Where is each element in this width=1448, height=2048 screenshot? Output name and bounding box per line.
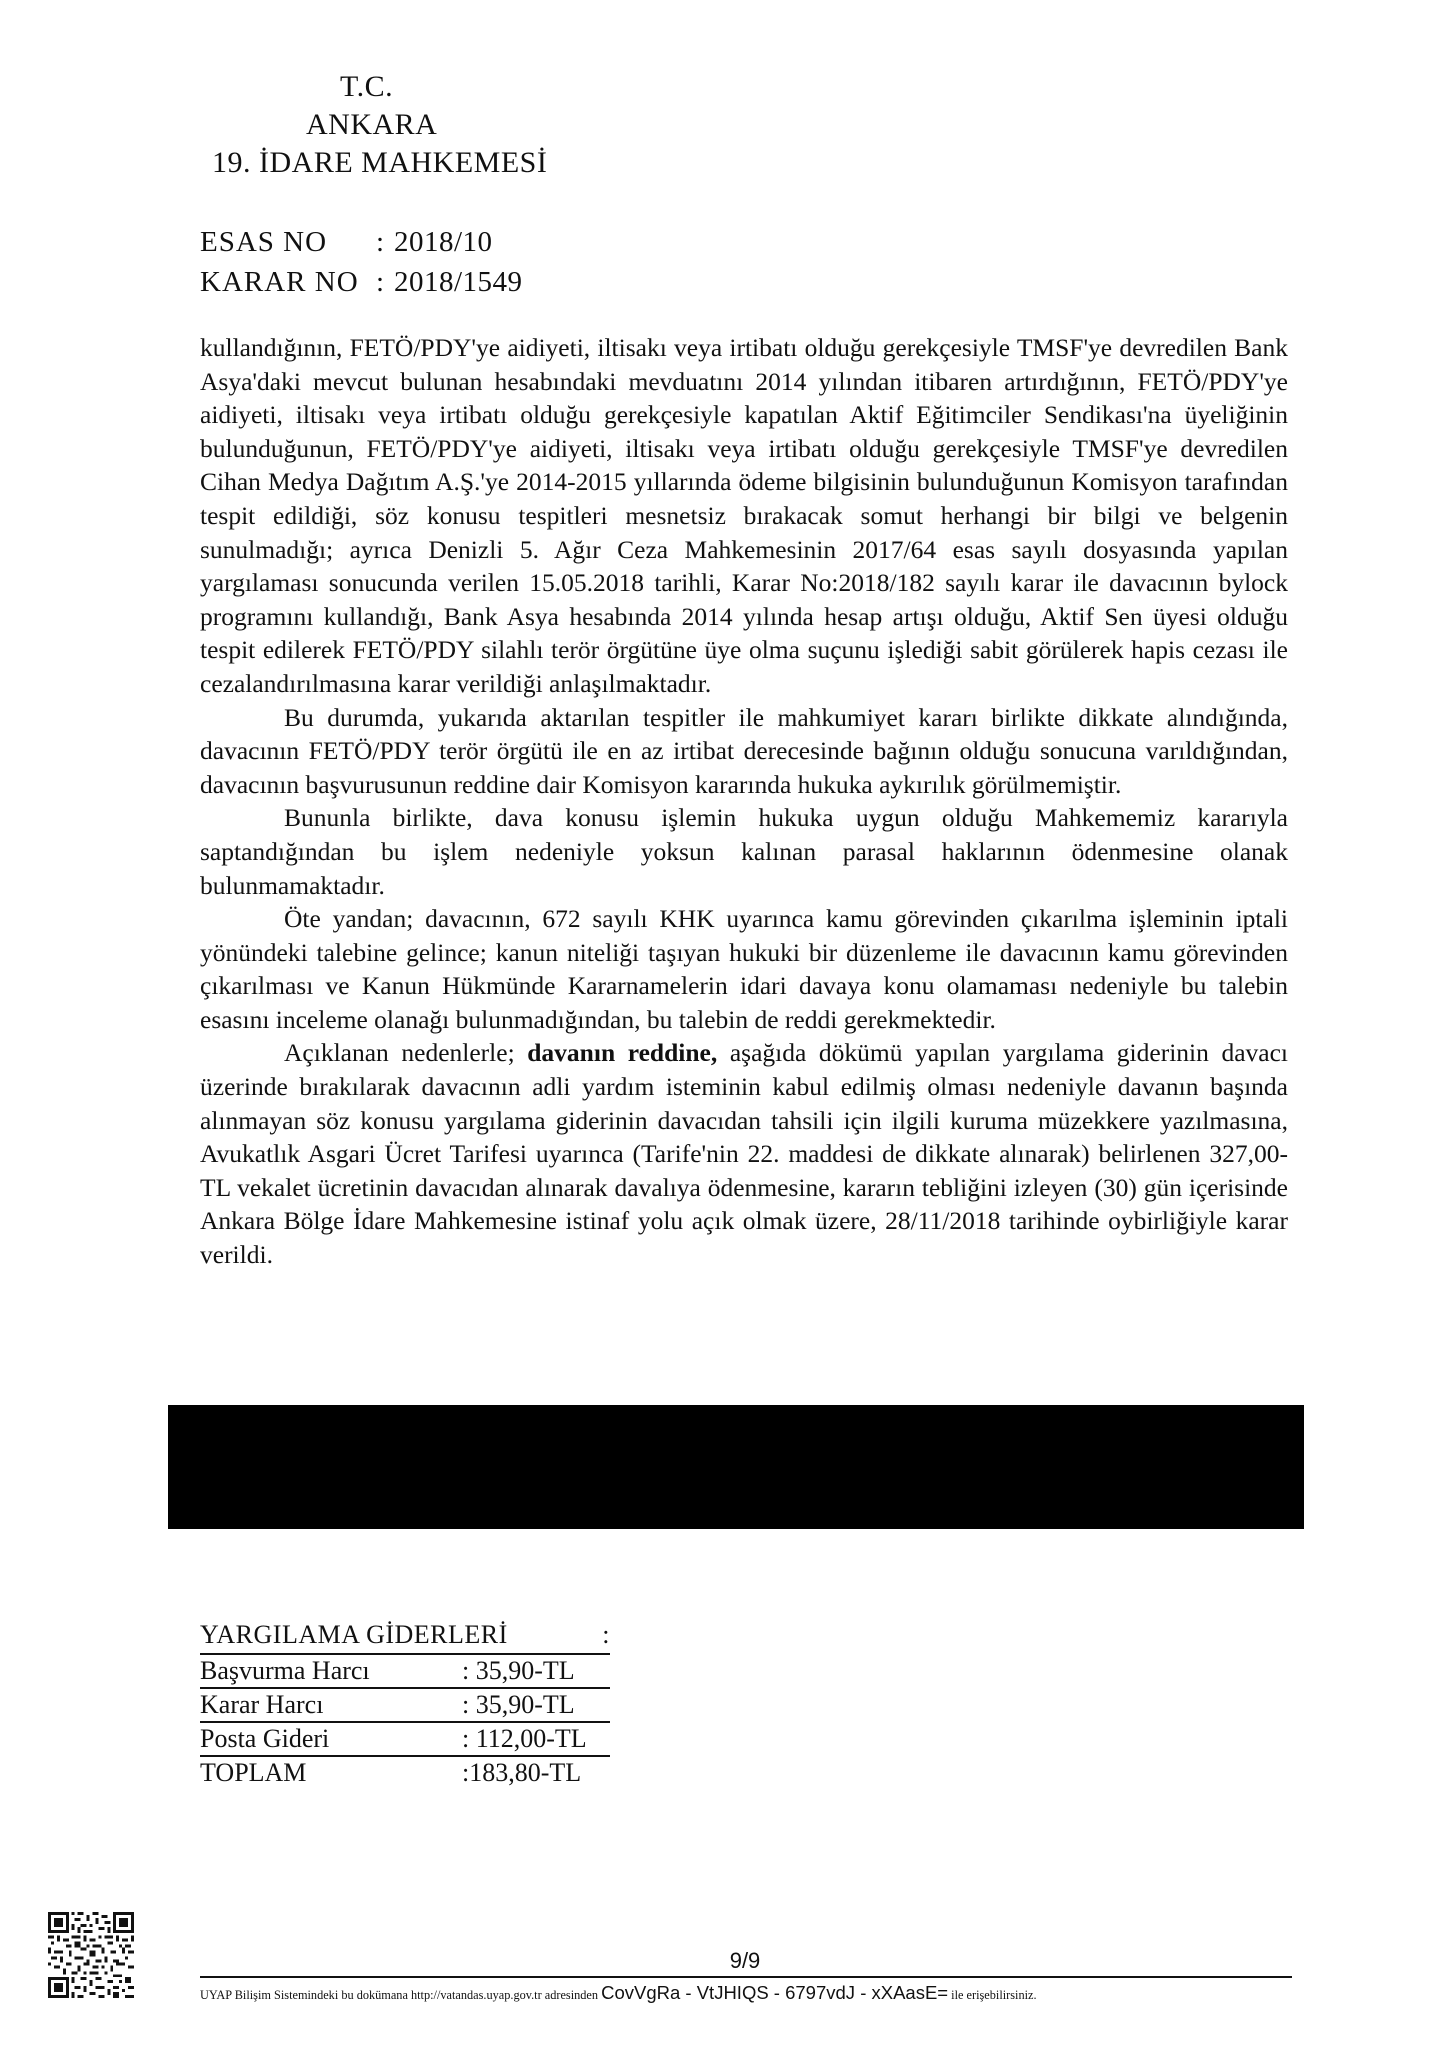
expense-label: Başvurma Harcı bbox=[200, 1656, 370, 1685]
expense-row bbox=[200, 1655, 610, 1689]
expense-total-value: :183,80-TL bbox=[462, 1758, 582, 1787]
footer-divider bbox=[200, 1976, 1292, 1978]
paragraph-2: Bu durumda, yukarıda aktarılan tespitler ile mahkumiyet kararı birlikte dikkate alındığında, davacının FETÖ/PDY terör örgütü ile en az irtibat derecesinde bağının olduğu sonucuna varıldığından, davacının başvurusunun reddine dair Komisyon kararında hukuka aykırılık görülmemiştir. bbox=[200, 702, 1288, 799]
esas-label: ESAS NO bbox=[200, 226, 328, 258]
expense-row bbox=[200, 1723, 610, 1757]
karar-separator: : bbox=[376, 266, 385, 298]
esas-separator: : bbox=[376, 226, 385, 258]
country-label: T.C. bbox=[340, 70, 394, 103]
expense-value: : 35,90-TL bbox=[462, 1690, 575, 1719]
expenses-table bbox=[200, 1617, 610, 1789]
city-label: ANKARA bbox=[306, 108, 438, 141]
paragraph-4: Öte yandan; davacının, 672 sayılı KHK uyarınca kamu görevinden çıkarılma işleminin iptali yönündeki talebine gelince; kanun niteliği taşıyan hukuki bir düzenleme ile davacının kamu görevinden çıkarılması ve Kanun Hükmünde Kararnamelerin idari davaya konu olamaması nedeniyle bu talebin esasını inceleme olanağı bulunmadığından, bu talebin de reddi gerekmektedir. bbox=[200, 904, 1288, 1034]
karar-value: 2018/1549 bbox=[394, 266, 523, 298]
expenses-title-colon: : bbox=[602, 1620, 610, 1649]
paragraph-5-rest: aşağıda dökümü yapılan yargılama giderinin davacı üzerinde bırakılarak davacının adli yardım isteminin kabul edilmiş olması nedeniyle davanın başında alınmayan söz konusu yargılama giderinin davacıdan tahsili için ilgili kuruma müzekkere yazılmasına, Avukatlık Asgari Ücret Tarifesi uyarınca (Tarife'nin 22. maddesi de dikkate alınarak) belirlenen 327,00-TL vekalet ücretinin davacıdan alınarak davalıya ödenmesine, kararın tebliğini izleyen (30) gün içerisinde Ankara Bölge İdare Mahkemesine istinaf yolu açık olmak üzere, 28/11/2018 tarihinde oybirliğiyle karar verildi. bbox=[200, 1038, 1288, 1270]
expenses-title-row bbox=[200, 1617, 610, 1655]
expense-value: : 35,90-TL bbox=[462, 1656, 575, 1685]
expense-total-label: TOPLAM bbox=[200, 1758, 307, 1787]
qr-code-icon bbox=[48, 1912, 134, 1998]
paragraph-5-verdict: davanın reddine, bbox=[527, 1038, 718, 1068]
paragraph-5-intro: Açıklanan nedenlerle; bbox=[284, 1038, 528, 1068]
paragraph-5 bbox=[200, 1036, 1288, 1271]
footer-verification-text bbox=[200, 1983, 1292, 2005]
court-header bbox=[200, 68, 560, 182]
karar-row bbox=[200, 262, 523, 302]
footer-text-start: UYAP Bilişim Sistemindeki bu dokümana http://vatandas.uyap.gov.tr adresinden bbox=[200, 1988, 602, 2002]
expense-total-row bbox=[200, 1757, 610, 1789]
expenses-title: YARGILAMA GİDERLERİ bbox=[200, 1620, 508, 1649]
paragraph-1: kullandığının, FETÖ/PDY'ye aidiyeti, iltisakı veya irtibatı olduğu gerekçesiyle TMSF'ye devredilen Bank Asya'daki mevcut bulunan hesabındaki mevduatını 2014 yılından itibaren artırdığının, FETÖ/PDY'ye aidiyeti, iltisakı veya irtibatı olduğu gerekçesiyle kapatılan Aktif Eğitimciler Sendikası'na üyeliğinin bulunduğunun, FETÖ/PDY'ye aidiyeti, iltisakı veya irtibatı olduğu gerekçesiyle TMSF'ye devredilen Cihan Medya Dağıtım A.Ş.'ye 2014-2015 yıllarında ödeme bilgisinin bulunduğunun Komisyon tarafından tespit edildiği, söz konusu tespitleri mesnetsiz bırakacak somut herhangi bir bilgi ve belgenin sunulmadığı; ayrıca Denizli 5. Ağır Ceza Mahkemesinin 2017/64 esas sayılı dosyasında yapılan yargılaması sonucunda verilen 15.05.2018 tarihli, Karar No:2018/182 sayılı karar ile davacının bylock programını kullandığı, Bank Asya hesabında 2014 yılında hesap artışı olduğu, Aktif Sen üyesi olduğu tespit edilerek FETÖ/PDY silahlı terör örgütüne üye olma suçunu işlediği sabit görülerek hapis cezası ile cezalandırılmasına karar verildiği anlaşılmaktadır. bbox=[200, 333, 1288, 698]
document-code: CovVgRa - VtJHIQS - 6797vdJ - xXAasE= bbox=[601, 1982, 949, 2003]
expense-label: Posta Gideri bbox=[200, 1724, 330, 1753]
esas-value: 2018/10 bbox=[394, 226, 493, 258]
footer-text-end: ile erişebilirsiniz. bbox=[948, 1988, 1037, 2002]
case-meta bbox=[200, 222, 523, 302]
expense-row bbox=[200, 1689, 610, 1723]
court-name: 19. İDARE MAHKEMESİ bbox=[212, 146, 548, 179]
esas-row bbox=[200, 222, 523, 262]
ruling-body bbox=[200, 331, 1288, 1272]
paragraph-3: Bununla birlikte, dava konusu işlemin hukuka uygun olduğu Mahkememiz kararıyla saptandığından bu işlem nedeniyle yoksun kalınan parasal haklarının ödenmesine olanak bulunmamaktadır. bbox=[200, 803, 1288, 900]
expense-value: : 112,00-TL bbox=[462, 1724, 587, 1753]
redacted-signature-block bbox=[168, 1405, 1304, 1529]
expense-label: Karar Harcı bbox=[200, 1690, 324, 1719]
page-number: 9/9 bbox=[729, 1948, 761, 1973]
karar-label: KARAR NO bbox=[200, 266, 359, 298]
